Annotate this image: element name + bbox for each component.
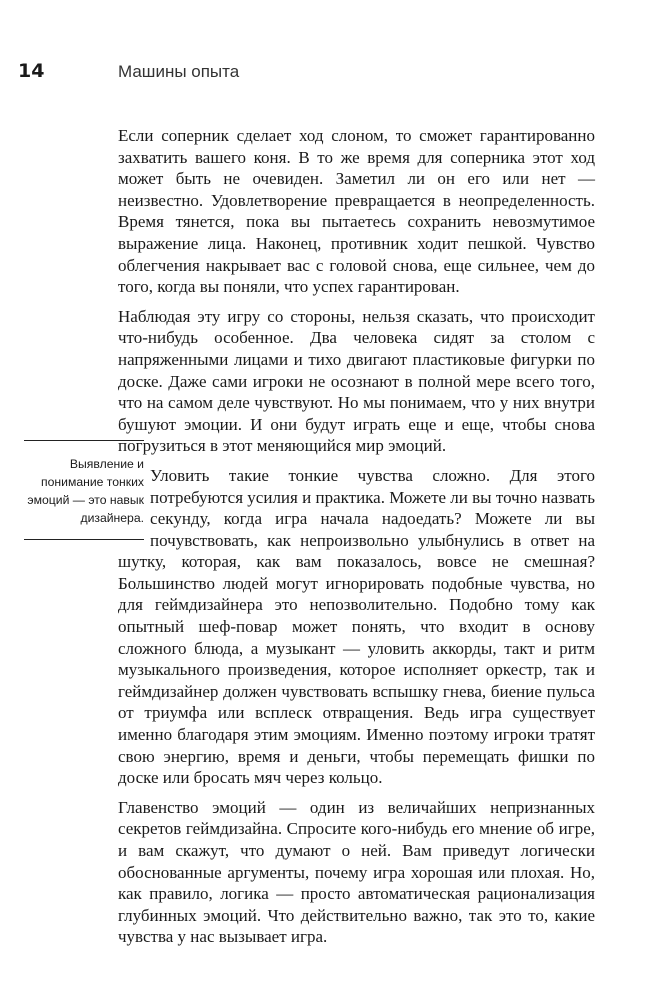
paragraph-4: Главенство эмоций — один из величайших непризнанных секретов геймдизайна. Спросите кого-нибудь его мнение об игре, и вам скажут, что думают о ней. Вам приведут логически обоснованные аргументы, почему игра хорошая или плохая. Но, как правило, логика — просто автоматическая рационализация глубинных эмоций. Что действительно важно, так это то, какие чувства у нас вызывает игра.: [118, 797, 595, 947]
margin-note-spacer: [118, 465, 150, 540]
body-text: [118, 125, 595, 956]
page-number: 14: [18, 60, 45, 82]
paragraph-3-text: Уловить такие тонкие чувства сложно. Для этого потребуются усилия и практика. Можете ли вы точно назвать секунду, когда игра начала надоедать? Можете ли вы почувствовать, как непроизвольно улыбнулись в ответ на шутку, которая, как вам показалось, вовсе не смешная? Большинство людей могут игнорировать подобные чувства, но для геймдизайнера это непозволительно. Подобно тому как опытный шеф-повар может понять, что входит в основу сложного блюда, а музыкант — уловить аккорды, такт и ритм музыкального произведения, которое исполняет оркестр, так и геймдизайнер должен чувствовать вспышку гнева, биение пульса от триумфа или всплеск отвращения. Ведь игра существует именно благодаря этим эмоциям. Именно поэтому игроки тратят свою энергию, время и деньги, чтобы перемещать фишки по доске или бросать мяч через кольцо.: [118, 465, 595, 788]
paragraph-1: Если соперник сделает ход слоном, то сможет гарантированно захватить вашего коня. В то же время для соперника этот ход может быть не очевиден. Заметил ли он его или нет — неизвестно. Удовлетворение превращается в неопределенность. Время тянется, пока вы пытаетесь сохранить невозмутимое выражение лица. Наконец, противник ходит пешкой. Чувство облегчения накрывает вас с головой снова, еще сильнее, чем до того, когда вы поняли, что успех гарантирован.: [118, 126, 595, 297]
paragraph-3: [118, 465, 595, 789]
margin-note-text: Выявление и понимание тонких эмоций — это навык дизайнера.: [27, 457, 144, 525]
running-title: Машины опыта: [118, 62, 240, 81]
page-header: [18, 60, 650, 88]
paragraph-2: Наблюдая эту игру со стороны, нельзя сказать, что происходит что-нибудь особенное. Два человека сидят за столом с напряженными лицами и тихо двигают пластиковые фигурки по доске. Даже сами игроки не осознают в полной мере всего того, что на самом деле чувствуют. Но мы понимаем, что у них внутри бушуют эмоции. И они будут играть еще и еще, чтобы снова погрузиться в этот меняющийся мир эмоций.: [118, 306, 595, 456]
